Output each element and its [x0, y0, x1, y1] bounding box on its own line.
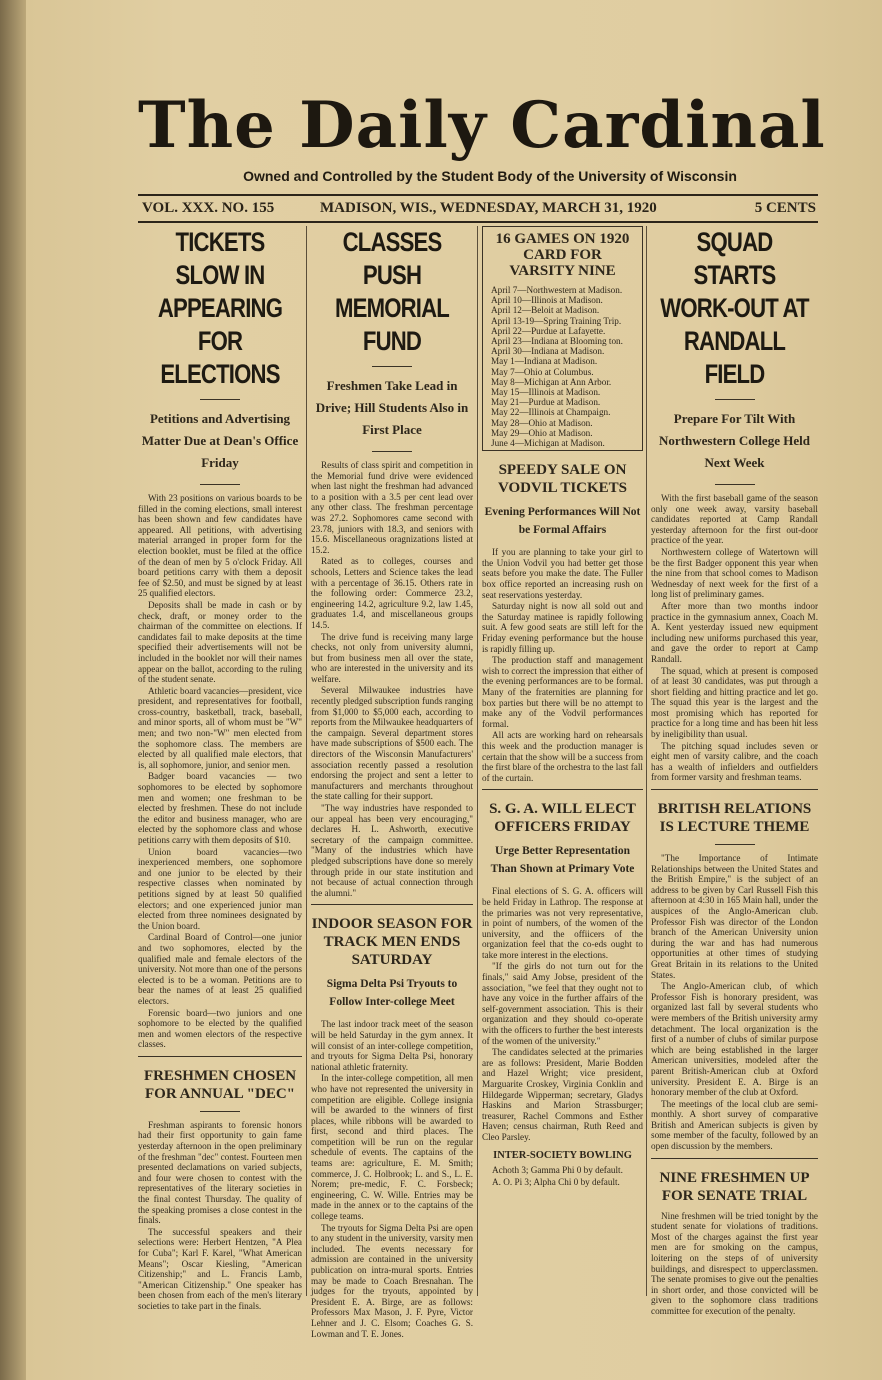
schedule-entry: April 7—Northwestern at Madison. [491, 285, 623, 295]
rule [200, 1111, 240, 1112]
top-rule [138, 194, 818, 196]
headline-tickets-slow: TICKETS SLOW IN APPEARING FOR ELECTIONS [157, 227, 283, 389]
paragraph: With the first baseball game of the season only one week away, varsity baseball candidates reported at Camp Randall yesterday afternoon for the first out-door practice of the year. [651, 493, 818, 546]
headline-bowling: INTER-SOCIETY BOWLING [493, 1149, 632, 1161]
headline-nine-freshmen: NINE FRESHMEN UP FOR SENATE TRIAL [659, 1169, 810, 1204]
schedule-entry: April 22—Purdue at Lafayette. [491, 325, 606, 336]
paragraph: With 23 positions on various boards to be filled in the coming elections, small interest has been shown and few candidates have appeared. All petitions, with advertising material arranged in proper form for the election booklet, must be filed at the office of the dean of men by 5 o'clock Friday. All board petitions carry with them a deposit fee of $2.50, and must be signed by at least 25 qualified electors. [138, 493, 302, 599]
schedule-entry: May 22—Illinois at Champaign. [491, 407, 611, 418]
deck-prepare-for-tilt: Prepare For Tilt With Northwestern College Held Next Week [659, 411, 810, 470]
paragraph: Athletic board vacancies—president, vice president, and representatives for football, cross-country, basketball, track, baseball, and minor sports, all of whom must be "W" men; and two non-"W" men elected from the sophomore class. The members are elected by all qualified male electors, that is, all sophomore, junior, and senior men. [138, 685, 302, 770]
deck-petitions: Petitions and Advertising Matter Due at Dean's Office Friday [141, 411, 299, 470]
article-rule [651, 789, 818, 790]
article-rule [651, 1158, 818, 1159]
paragraph: In the inter-college competition, all men who have not represented the university in competition are eligible. College insignia will be awarded to the winners of first places, while ribbons will be awarded to first, second and third places. The competition will be run on the regular schedule of events. The captains of the teams are: agriculture, E. M. Smith; commerce, J. C. Holbrook; L. and S., L. E. Norem; pre-medic, F. C. Forsbeck; engineering, C. W. Wille. Entries may be made in the annex or to the captains of the college teams. [311, 1073, 473, 1222]
paragraph: Saturday night is now all sold out and the Saturday matinee is rapidly following suit. A few good seats are still left for the Friday evening performance but the house is rapidly filling up. [482, 601, 643, 654]
schedule-entry: May 7—Ohio at Columbus. [491, 366, 594, 377]
paragraph: Freshman aspirants to forensic honors had their first opportunity to gain fame yesterday afternoon in the open preliminary of the freshman "dec" contest. Fourteen men presented declamations on varied subjects, and four were chosen to contest with the representatives of the literary societies in the final contest Thursday. The quality of the speaking promises a close contest in the finals. [138, 1119, 302, 1226]
dateline-rule [138, 221, 818, 223]
paragraph: The pitching squad includes seven or eight men of varsity calibre, and the coach has a wealth of infielders and outfielders from former varsity and freshman teams. [651, 740, 818, 783]
rule [372, 366, 412, 367]
paragraph: "The way industries have responded to our appeal has been very encouraging," declares H. L. Ashworth, executive secretary of the campaign committee. "Many of the industries which have pledged subscriptions have done so merely through pride in our state institution and not because of actual connection through the alumni." [311, 803, 473, 898]
paragraph: Union board vacancies—two inexperienced members, one sophomore and one junior to be elected by their respective classes when nominated by petitions signed by at least 50 qualified electors; and one experienced junior man elected from three nominees designated by the Union board. [138, 846, 302, 931]
schedule-entry: April 10—Illinois at Madison. [491, 295, 603, 306]
paragraph: All acts are working hard on rehearsals this week and the production manager is certain that the show will be a success from the first blare of the orchestra to the last fall of the curtain. [482, 730, 643, 783]
masthead-tagline: Owned and Controlled by the Student Body of the University of Wisconsin [243, 168, 737, 184]
rule [200, 484, 240, 485]
paragraph: The production staff and management wish to correct the impression that either of the evening performances are to be formal. Many of the fraternities are planning for box parties but there will be no attempt to make any of the Vodvil performances formal. [482, 655, 643, 729]
schedule-entry: May 15—Illinois at Madison. [491, 387, 601, 398]
paragraph: If you are planning to take your girl to the Union Vodvil you had better get those seats before you make the date. The Fuller box office reported an increasing rush on seat reservations yesterday. [482, 547, 643, 600]
paragraph: A. O. Pi 3; Alpha Chi 0 by default. [492, 1176, 620, 1187]
binding-edge [0, 0, 26, 1380]
paragraph: Deposits shall be made in cash or by check, draft, or money order to the chairman of the committee on elections. If candidates fail to make deposits at the time specified their advertisements will not be included in the booklet nor will their names appear on the ballot, according to the ruling of the student senate. [138, 599, 302, 685]
paragraph: Several Milwaukee industries have recently pledged subscription funds ranging from $1,000 to $5,000 each, according to reports from the Milwaukee headquarters of the campaign. Several department stores have made subscriptions of $500 each. The directors of the Wisconsin Manufacturers' association recently passed a resolution endorsing the project and sent a letter to manufacturers and merchants throughout the state calling for their support. [311, 685, 473, 802]
headline-freshmen-chosen: FRESHMEN CHOSEN FOR ANNUAL "DEC" [143, 1067, 297, 1102]
paragraph: Rated as to colleges, courses and schools, Letters and Science takes the lead with a percentage of 36.15. Others rate in the following order: Commerce 23.2, engineering 14.2, agriculture 9.2, law 1.45, graduates 1.4, and miscellaneous groups 14.5. [311, 556, 473, 630]
headline-squad-starts: SQUAD STARTS WORK-OUT AT RANDALL FIELD [660, 227, 809, 389]
schedule-entry: May 29—Ohio at Madison. [491, 427, 593, 438]
paragraph: Achoth 3; Gamma Phi 0 by default. [492, 1165, 623, 1176]
paragraph: The last indoor track meet of the season will be held Saturday in the gym annex. It will consist of an inter-college competition, and tryouts for Sigma Delta Psi, honorary national athletic fraternity. [311, 1019, 473, 1072]
paragraph: "If the girls do not turn out for the finals," said Amy Jobse, president of the association, "we feel that they ought not to have any voice in the further affairs of the self-government association. This is their organization and they should co-operate with the officers to further the best interests of the women of the university." [482, 961, 643, 1046]
article-rule [138, 1056, 302, 1057]
schedule-title: 16 GAMES ON 1920 CARD FOR VARSITY NINE [495, 231, 630, 279]
rule [715, 484, 755, 485]
article-rule [311, 904, 473, 905]
rule [715, 399, 755, 400]
masthead-title: The Daily Cardinal [138, 88, 826, 163]
paragraph: The drive fund is receiving many large checks, not only from university alumni, but from business men all over the state, who are interested in the university and its welfare. [311, 631, 473, 684]
column-1 [138, 226, 302, 1311]
price: 5 CENTS [754, 200, 816, 216]
rule [715, 844, 755, 845]
deck-sigma-delta-psi: Sigma Delta Psi Tryouts to Follow Inter-college Meet [326, 978, 458, 1009]
headline-speedy-sale: SPEEDY SALE ON VODVIL TICKETS [497, 462, 628, 497]
paragraph: The tryouts for Sigma Delta Psi are open to any student in the university, varsity men included. The events necessary for admission are contained in the university publication on intra-mural sports. Entries may be made to Coach Bresnahan. The judges for the tryouts, appointed by President E. A. Birge, are as follows: Professors Max Mason, J. F. Pyre, Victor Lehner and J. C. Elsom; Coaches G. S. Lowman and T. E. Jones. [311, 1222, 473, 1339]
schedule-entry: April 30—Indiana at Madison. [491, 346, 605, 357]
deck-evening-performances: Evening Performances Will Not be Formal Affairs [484, 506, 641, 537]
paragraph: The Anglo-American club, of which Professor Fish is honorary president, was organized last fall by several students who were members of the British university army detachment. The local organization is the first of a number of clubs of similar purpose which are being established in the larger American universities, modeled after the parent British-American club at Oxford university. President E. A. Birge is an honorary member of the club at Oxford. [651, 981, 818, 1098]
column-divider [646, 226, 647, 1296]
paragraph: The successful speakers and their selections were: Herbert Hentzen, "A Plea for Cuba"; Karl F. Karel, "What American Means"; Oscar Kiesling, "American Citizenship;" and L. Francis Lamb, "American Citizenship." One speaker has been chosen from each of the men's literary societies to take part in the finals. [138, 1226, 302, 1311]
schedule-entry: April 12—Beloit at Madison. [491, 305, 600, 316]
schedule-entry: April 23—Indiana at Blooming ton. [491, 336, 623, 347]
baseball-schedule-box [482, 226, 643, 451]
place-date: MADISON, WIS., WEDNESDAY, MARCH 31, 1920 [320, 200, 657, 216]
paragraph: The squad, which at present is composed of at least 30 candidates, was put through a short fielding and hitting practice and let go. The squad this year is the largest and the most promising which has reported for practice for a long time and has been hit less by ineligibility than usual. [651, 665, 818, 740]
deck-freshmen-lead: Freshmen Take Lead in Drive; Hill Students Also in First Place [315, 378, 469, 437]
paragraph: After more than two months indoor practice in the gymnasium annex, Coach M. A. Kent yesterday issued new equipment including new uniforms purchased this year, and gave the order to report at Camp Randall. [651, 600, 818, 664]
paragraph: The meetings of the local club are semi-monthly. A short survey of comparative British and American subjects is given by some member of the faculty, followed by an open discussion by the members. [651, 1098, 818, 1152]
volume-number: VOL. XXX. NO. 155 [142, 200, 275, 216]
column-divider [306, 226, 307, 1296]
schedule-entry: May 1—Indiana at Madison. [491, 356, 598, 367]
paragraph: "The Importance of Intimate Relationships between the United States and the British Empire," is the subject of an address to be given by Carl Russell Fish this afternoon at 4:30 in 165 Main hall, under the auspices of the Anglo-American club. Professor Fish was director of the London branch of the American University union during the war and has had numerous opportunities at other times of studying Great Britain in its relations to the United States. [651, 853, 818, 980]
paragraph: Forensic board—two juniors and one sophomore to be elected by the qualified men and women electors of the respective classes. [138, 1007, 302, 1050]
schedule-list [489, 285, 636, 448]
paragraph: Final elections of S. G. A. officers will be held Friday in Lathrop. The response at the primaries was not very representative, in point of numbers, of the women of the university, and the offiicers of the organization feel that the co-eds ought to take more interest in the elections. [482, 886, 643, 960]
paragraph: Results of class spirit and competition in the Memorial fund drive were evidenced when last night the freshman had advanced to a position with a 3.5 per cent lead over any other class. The freshman percentage was 27.2. Sophomores came second with 23.78, juniors with 18.3, and seniors with 15.6. Miscellaneous oragnizations listed at 15.2. [311, 460, 473, 555]
column-divider [477, 226, 478, 1296]
headline-sga-elect: S. G. A. WILL ELECT OFFICERS FRIDAY [489, 801, 636, 836]
rule [372, 451, 412, 452]
deck-better-representation: Urge Better Representation Than Shown at Primary Vote [490, 845, 635, 876]
headline-classes-push: CLASSES PUSH MEMORIAL FUND [335, 227, 449, 356]
schedule-entry: May 8—Michigan at Ann Arbor. [491, 376, 612, 387]
schedule-entry: April 13-19—Spring Training Trip. [491, 315, 622, 326]
paragraph: The candidates selected at the primaries are as follows: President, Marie Bodden and Hazel Wright; vice president, Marguarite Croskey, Virginia Conklin and Hildegarde Wipperman; secretary, Gladys Haskins and Marion Strassburger; treasurer, Rachel Commons and Esther Haven; census chairman, Ruth Reed and Cleo Parsley. [482, 1047, 643, 1142]
paragraph: Nine freshmen will be tried tonight by the student senate for violations of traditions. Most of the charges against the first year men are for smoking on the campus, loitering on the steps of of university buildings, and disrespect to upperclassmen. The senate promises to give out the penalties in short order, and those convicted will be given to the sophomore class traditions committee for execution of the penalty. [651, 1210, 818, 1316]
schedule-entry: May 28—Ohio at Madison. [491, 417, 593, 428]
schedule-entry: May 21—Purdue at Madison. [491, 397, 601, 408]
rule [200, 399, 240, 400]
headline-british-relations: BRITISH RELATIONS IS LECTURE THEME [657, 801, 812, 836]
column-4 [651, 226, 818, 1316]
article-rule [482, 789, 643, 790]
column-2 [311, 226, 473, 1339]
paragraph: Badger board vacancies — two sophomores to be elected by sophomore men and women; one freshman to be elected by freshmen. These do not include the editor and business manager, who are elected by the sophomore class and whose petitions carry with them deposits of $10. [138, 771, 302, 845]
column-3 [482, 226, 643, 1306]
schedule-entry: June 4—Michigan at Madison. [491, 438, 605, 449]
paragraph: Cardinal Board of Control—one junior and two sophomores, elected by the qualified male and female electors of the university. Not more than one of the persons elected is to be a woman. Petitions are to bear the names of at least 25 qualified electors. [138, 932, 302, 1006]
headline-indoor-season: INDOOR SEASON FOR TRACK MEN ENDS SATURDAY [311, 916, 473, 969]
paragraph: Northwestern college of Watertown will be the first Badger opponent this year when the nine from that school comes to Madison Wednesday of next week for the first of a long list of preliminary games. [651, 546, 818, 600]
dateline [138, 198, 818, 220]
